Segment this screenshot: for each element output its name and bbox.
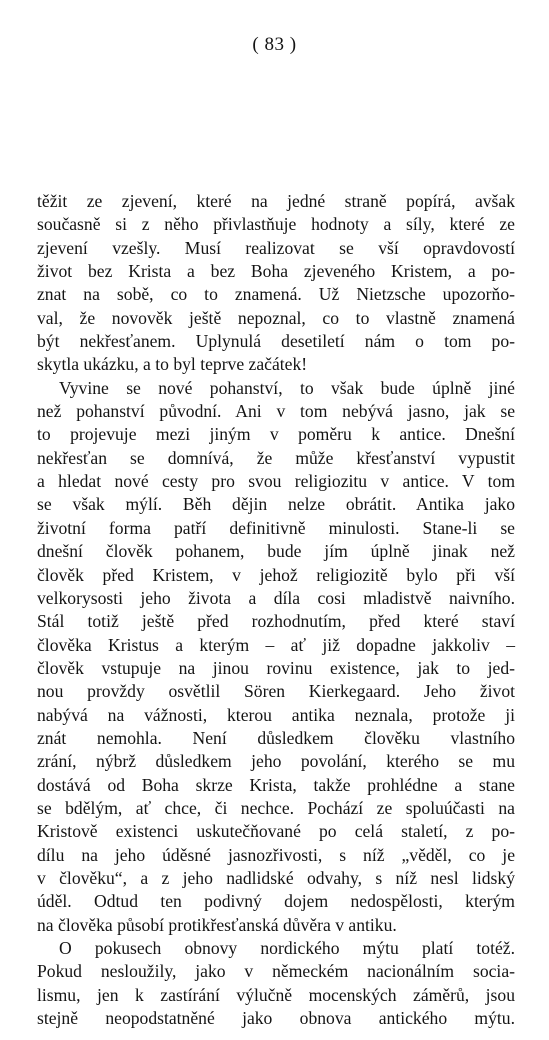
text-line: stejně neopodstatněné jako obnova antického mýtu. [37, 1008, 515, 1029]
paragraph [37, 190, 515, 377]
text-line: nabývá na vážnosti, kterou antika neznala, protože ji [37, 704, 515, 725]
text-line: Vyvine se nové pohanství, to však bude úplně jiné [59, 377, 515, 398]
text-line: člověk vstupuje na jinou rovinu existence, jak to jed- [37, 657, 515, 678]
text-line: člověk před Kristem, v jehož religiozitě bylo při vší [37, 564, 515, 585]
paragraph [37, 937, 515, 1030]
text-line: dílu na jeho úděsné jasnozřivosti, s níž „věděl, co je [37, 844, 515, 865]
text-line: v člověku“, a z jeho nadlidské odvahy, s níž nesl lidský [37, 867, 515, 888]
text-line: lismu, jen k zastírání výlučně mocenských záměrů, jsou [37, 984, 515, 1005]
text-line: Kristově existenci uskutečňované po celá staletí, z po- [37, 821, 515, 842]
text-line: současně si z něho přivlastňuje hodnoty a síly, které ze [37, 214, 515, 235]
text-line: znat na sobě, co to znamená. Už Nietzsche upozorňo- [37, 284, 515, 305]
text-line: zrání, nýbrž důsledkem jeho povolání, kterého se mu [37, 751, 515, 772]
paragraph [37, 377, 515, 937]
text-line: Stál totiž ještě před rozhodnutím, před které staví [37, 611, 515, 632]
text-line: val, že novověk ještě nepoznal, co to vlastně znamená [37, 307, 515, 328]
text-line: nekřesťan se domnívá, že může křesťanství vypustit [37, 447, 515, 468]
text-line: velkorysosti jeho života a díla cosi mladistvě naivního. [37, 587, 515, 608]
text-line: to projevuje mezi jiným v poměru k antice. Dnešní [37, 424, 515, 445]
text-line: dnešní člověk pohanem, bude jím úplně jinak než [37, 541, 515, 562]
text-line: se bdělým, ať chce, či nechce. Pochází ze spoluúčasti na [37, 797, 515, 818]
text-line: život bez Krista a bez Boha zjeveného Kristem, a po- [37, 261, 515, 282]
text-line: a hledat nové cesty pro svou religiozitu v antice. V tom [37, 471, 515, 492]
text-line: dostává od Boha skrze Krista, takže prohlédne a stane [37, 774, 515, 795]
text-line: být nekřesťanem. Uplynulá desetiletí nám o tom po- [37, 331, 515, 352]
page-number: ( 83 ) [252, 34, 297, 55]
text-line: nou provždy osvětlil Sören Kierkegaard. Jeho život [37, 681, 515, 702]
text-line: úděl. Odtud ten podivný dojem nedospělosti, kterým [37, 891, 515, 912]
text-line: životní forma patří definitivně minulosti. Stane-li se [37, 517, 515, 538]
text-line: Pokud nesloužily, jako v německém nacionálním socia- [37, 961, 515, 982]
text-line: člověka Kristus a kterým – ať již dopadne jakkoliv – [37, 634, 515, 655]
text-line: než pohanství původní. Ani v tom nebývá jasno, jak se [37, 401, 515, 422]
text-line: těžit ze zjevení, které na jedné straně popírá, avšak [37, 191, 515, 211]
text-line: zjevení vzešly. Musí realizovat se vší opravdovostí [37, 237, 515, 258]
text-line: O pokusech obnovy nordického mýtu platí totéž. [59, 938, 515, 958]
text-line: skytla ukázku, a to byl teprve začátek! [37, 354, 308, 375]
text-line: znát nemohla. Není důsledkem člověku vlastního [37, 727, 515, 748]
body-text [37, 190, 515, 1030]
text-line: se však mýlí. Běh dějin nelze obrátit. Antika jako [37, 494, 515, 515]
text-line: na člověka působí protikřesťanská důvěra v antiku. [37, 914, 397, 935]
